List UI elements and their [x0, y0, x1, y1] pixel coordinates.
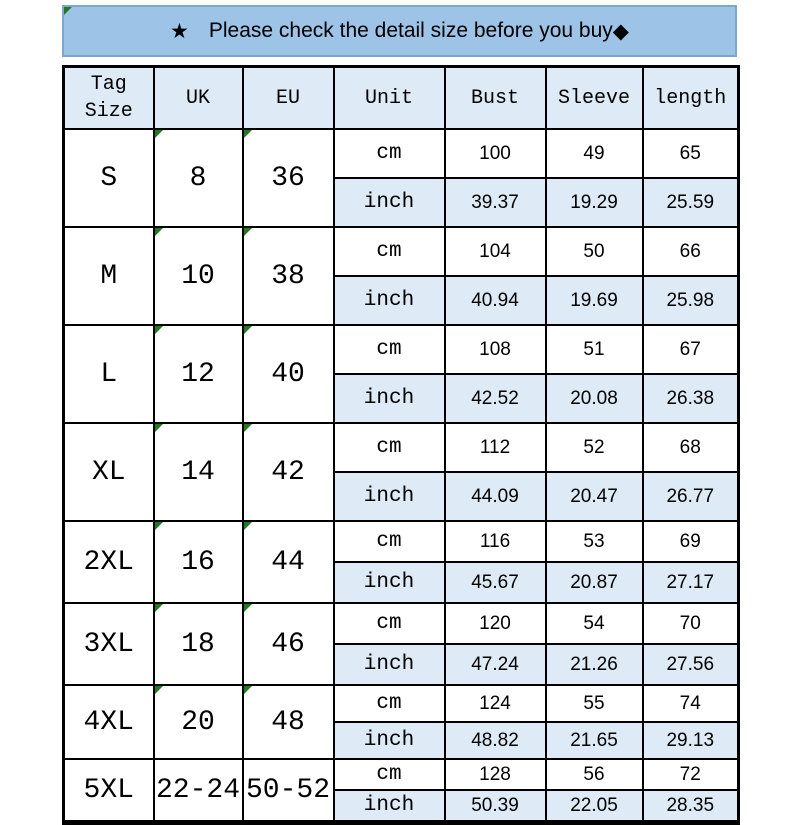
tag-size-cell: M: [64, 227, 154, 325]
eu-cell: [243, 129, 334, 227]
length-cell: 26.38: [643, 374, 739, 423]
bust-cell: 39.37: [445, 178, 546, 227]
bust-cell: 47.24: [445, 644, 546, 685]
green-triangle-icon: [244, 604, 252, 612]
length-cell: 26.77: [643, 472, 739, 521]
tag-size-cell: 5XL: [64, 759, 154, 823]
eu-cell: [243, 227, 334, 325]
bust-cell: 40.94: [445, 276, 546, 325]
banner-text: Please check the detail size before you buy: [208, 19, 613, 42]
uk-value: 12: [181, 358, 215, 390]
length-cell: 74: [643, 685, 739, 722]
bust-cell: 112: [445, 423, 546, 472]
table-row: [64, 423, 739, 472]
eu-value: 36: [271, 162, 305, 194]
bust-cell: 108: [445, 325, 546, 374]
table-header-row: [64, 67, 739, 130]
unit-cell: inch: [334, 790, 445, 823]
green-triangle-icon: [155, 228, 163, 236]
eu-cell: [243, 423, 334, 521]
eu-cell: [243, 603, 334, 685]
table-row: [64, 685, 739, 722]
uk-value: 8: [189, 162, 207, 194]
table-row: [64, 129, 739, 178]
table-row: [64, 759, 739, 790]
col-header-eu: EU: [243, 67, 334, 130]
eu-value: 42: [271, 456, 305, 488]
sleeve-cell: 56: [546, 759, 643, 790]
sleeve-cell: 52: [546, 423, 643, 472]
bust-cell: 116: [445, 521, 546, 562]
sleeve-cell: 20.87: [546, 562, 643, 603]
length-cell: 70: [643, 603, 739, 644]
col-header-sleeve: Sleeve: [546, 67, 643, 130]
table-row: [64, 325, 739, 374]
uk-cell: [154, 521, 243, 603]
uk-value: 20: [181, 706, 215, 738]
green-triangle-icon: [155, 604, 163, 612]
green-triangle-icon: [155, 424, 163, 432]
notice-banner: [62, 5, 737, 57]
unit-cell: cm: [334, 129, 445, 178]
green-triangle-icon: [64, 7, 72, 15]
sleeve-cell: 55: [546, 685, 643, 722]
sleeve-cell: 19.69: [546, 276, 643, 325]
tag-size-cell: XL: [64, 423, 154, 521]
length-cell: 65: [643, 129, 739, 178]
length-cell: 29.13: [643, 722, 739, 759]
green-triangle-icon: [244, 686, 252, 694]
diamond-icon: ◆: [612, 19, 629, 43]
eu-value: 44: [271, 546, 305, 578]
length-cell: 68: [643, 423, 739, 472]
length-cell: 27.56: [643, 644, 739, 685]
tag-size-cell: 2XL: [64, 521, 154, 603]
sleeve-cell: 53: [546, 521, 643, 562]
sleeve-cell: 22.05: [546, 790, 643, 823]
sleeve-cell: 51: [546, 325, 643, 374]
sleeve-cell: 21.26: [546, 644, 643, 685]
tag-size-cell: S: [64, 129, 154, 227]
length-cell: 25.59: [643, 178, 739, 227]
uk-cell: [154, 685, 243, 759]
col-header-bust: Bust: [445, 67, 546, 130]
sleeve-cell: 19.29: [546, 178, 643, 227]
length-cell: 69: [643, 521, 739, 562]
col-header-tag-size: Tag Size: [64, 67, 154, 130]
eu-cell: [243, 325, 334, 423]
tag-size-cell: L: [64, 325, 154, 423]
eu-cell: [243, 685, 334, 759]
table-row: [64, 521, 739, 562]
tag-size-cell: 4XL: [64, 685, 154, 759]
bust-cell: 124: [445, 685, 546, 722]
sleeve-cell: 20.08: [546, 374, 643, 423]
length-cell: 28.35: [643, 790, 739, 823]
col-header-uk: UK: [154, 67, 243, 130]
uk-cell: [154, 227, 243, 325]
unit-cell: inch: [334, 276, 445, 325]
green-triangle-icon: [244, 228, 252, 236]
unit-cell: cm: [334, 423, 445, 472]
green-triangle-icon: [244, 326, 252, 334]
uk-value: 10: [181, 260, 215, 292]
bust-cell: 120: [445, 603, 546, 644]
length-cell: 67: [643, 325, 739, 374]
eu-cell: 50-52: [243, 759, 334, 823]
unit-cell: inch: [334, 722, 445, 759]
uk-value: 18: [181, 628, 215, 660]
uk-cell: [154, 423, 243, 521]
unit-cell: inch: [334, 374, 445, 423]
col-header-unit: Unit: [334, 67, 445, 130]
uk-value: 16: [181, 546, 215, 578]
unit-cell: cm: [334, 603, 445, 644]
uk-cell: [154, 325, 243, 423]
bust-cell: 45.67: [445, 562, 546, 603]
uk-cell: [154, 129, 243, 227]
green-triangle-icon: [155, 522, 163, 530]
eu-value: 46: [271, 628, 305, 660]
size-chart-page: [62, 5, 737, 825]
table-row: [64, 603, 739, 644]
green-triangle-icon: [155, 686, 163, 694]
unit-cell: inch: [334, 562, 445, 603]
tag-size-cell: 3XL: [64, 603, 154, 685]
unit-cell: cm: [334, 685, 445, 722]
length-cell: 66: [643, 227, 739, 276]
uk-cell: [154, 603, 243, 685]
bust-cell: 128: [445, 759, 546, 790]
star-icon: ★: [170, 19, 189, 43]
uk-value: 14: [181, 456, 215, 488]
green-triangle-icon: [244, 522, 252, 530]
col-header-length: length: [643, 67, 739, 130]
sleeve-cell: 20.47: [546, 472, 643, 521]
unit-cell: inch: [334, 472, 445, 521]
green-triangle-icon: [244, 424, 252, 432]
length-cell: 27.17: [643, 562, 739, 603]
sleeve-cell: 50: [546, 227, 643, 276]
sleeve-cell: 49: [546, 129, 643, 178]
sleeve-cell: 54: [546, 603, 643, 644]
unit-cell: inch: [334, 644, 445, 685]
bust-cell: 44.09: [445, 472, 546, 521]
eu-cell: [243, 521, 334, 603]
length-cell: 72: [643, 759, 739, 790]
table-row: [64, 227, 739, 276]
unit-cell: inch: [334, 178, 445, 227]
sleeve-cell: 21.65: [546, 722, 643, 759]
size-table: [62, 65, 740, 825]
unit-cell: cm: [334, 325, 445, 374]
bust-cell: 50.39: [445, 790, 546, 823]
uk-cell: 22-24: [154, 759, 243, 823]
unit-cell: cm: [334, 759, 445, 790]
bust-cell: 104: [445, 227, 546, 276]
eu-value: 40: [271, 358, 305, 390]
unit-cell: cm: [334, 227, 445, 276]
eu-value: 48: [271, 706, 305, 738]
eu-value: 38: [271, 260, 305, 292]
unit-cell: cm: [334, 521, 445, 562]
bust-cell: 42.52: [445, 374, 546, 423]
green-triangle-icon: [244, 130, 252, 138]
bust-cell: 100: [445, 129, 546, 178]
green-triangle-icon: [155, 130, 163, 138]
bust-cell: 48.82: [445, 722, 546, 759]
length-cell: 25.98: [643, 276, 739, 325]
green-triangle-icon: [155, 326, 163, 334]
